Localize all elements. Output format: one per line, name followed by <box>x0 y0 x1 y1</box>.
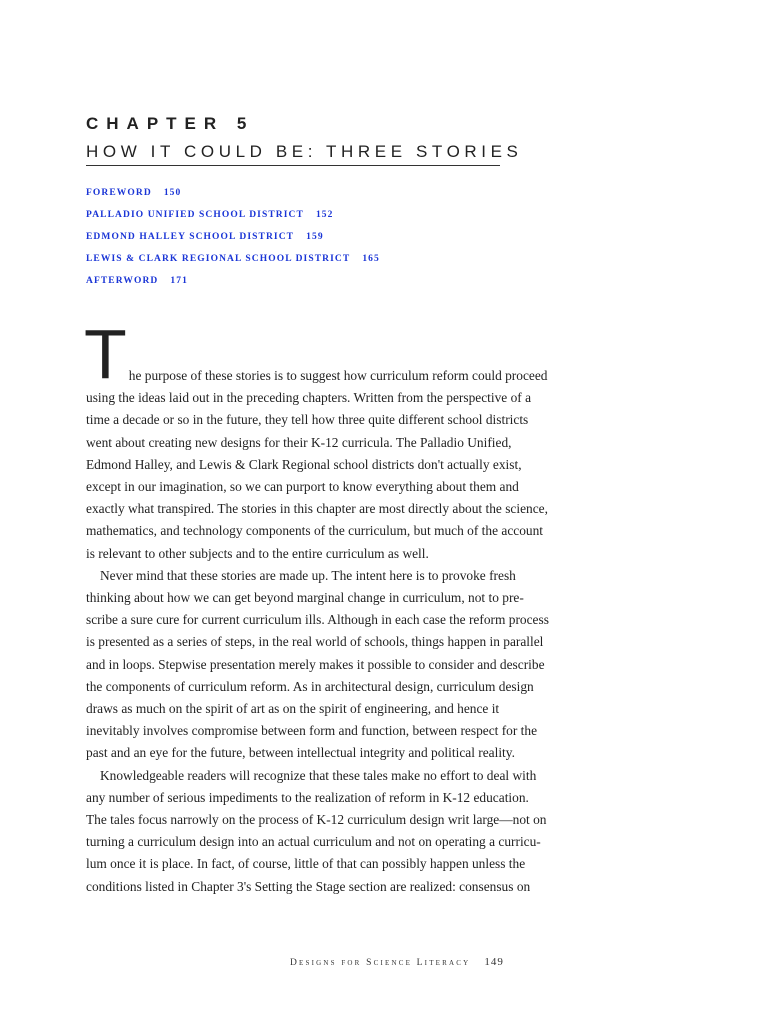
text-line: turning a curriculum design into an actual curriculum and not on operating a curricu- <box>86 834 541 850</box>
text-line: and in loops. Stepwise presentation merely makes it possible to consider and describe <box>86 656 545 672</box>
toc-item-edmond-halley[interactable] <box>86 230 380 252</box>
toc-item-page: 165 <box>362 254 380 264</box>
text-line: The tales focus narrowly on the process of K-12 curriculum design writ large—not on <box>86 812 547 828</box>
text-line: went about creating new designs for their K-12 curricula. The Palladio Unified, <box>86 434 512 450</box>
toc-item-palladio[interactable] <box>86 208 380 230</box>
toc-item-lewis-clark[interactable] <box>86 252 380 274</box>
toc-item-title: FOREWORD <box>86 188 152 198</box>
paragraph-intent <box>86 565 549 765</box>
toc-item-afterword[interactable] <box>86 274 380 296</box>
chapter-label: CHAPTER 5 <box>86 114 255 133</box>
toc-item-foreword[interactable] <box>86 186 380 208</box>
text-line: exactly what transpired. The stories in this chapter are most directly about the science, <box>86 501 548 517</box>
toc-item-page: 159 <box>306 232 324 242</box>
text-line: conditions listed in Chapter 3's Setting the Stage section are realized: consensus on <box>86 878 531 894</box>
text-line: Edmond Halley, and Lewis & Clark Regional school districts don't actually exist, <box>86 456 522 472</box>
text-line: is presented as a series of steps, in the real world of schools, things happen in parallel <box>86 634 544 650</box>
text-line: past and an eye for the future, between intellectual integrity and political reality. <box>86 745 515 761</box>
chapter-title: HOW IT COULD BE: THREE STORIES <box>86 142 500 166</box>
text-line: scribe a sure cure for current curriculum ills. Although in each case the reform process <box>86 612 549 628</box>
toc-item-title: EDMOND HALLEY SCHOOL DISTRICT <box>86 232 295 242</box>
text-line: Never mind that these stories are made up. The intent here is to provoke fresh <box>100 567 516 583</box>
toc-item-page: 150 <box>163 188 182 198</box>
toc-item-title: PALLADIO UNIFIED SCHOOL DISTRICT <box>86 210 304 220</box>
toc-item-title: AFTERWORD <box>86 276 159 286</box>
running-title: Designs for Science Literacy <box>290 958 471 968</box>
table-of-contents <box>86 186 380 296</box>
body-text <box>84 315 549 898</box>
text-line: lum once it is place. In fact, of course, little of that can possibly happen unless the <box>86 856 526 872</box>
text-line: inevitably involves compromise between form and function, between respect for the <box>86 723 538 739</box>
paragraph-intro <box>84 315 548 565</box>
text-line: he purpose of these stories is to suggest how curriculum reform could proceed <box>128 368 548 383</box>
text-line: thinking about how we can get beyond marginal change in curriculum, not to pre- <box>86 590 524 606</box>
toc-item-page: 152 <box>315 210 334 220</box>
text-line: Knowledgeable readers will recognize that these tales make no effort to deal with <box>100 767 537 783</box>
text-line: any number of serious impediments to the realization of reform in K-12 education. <box>86 789 529 805</box>
text-line: the components of curriculum reform. As in architectural design, curriculum design <box>86 678 534 694</box>
text-line: using the ideas laid out in the preceding chapters. Written from the perspective of a <box>86 390 532 406</box>
page-number: 149 <box>484 956 504 968</box>
page-footer <box>290 956 504 968</box>
text-line: is relevant to other subjects and to the entire curriculum as well. <box>86 545 429 561</box>
toc-item-title: LEWIS & CLARK REGIONAL SCHOOL DISTRICT <box>86 254 351 264</box>
text-line: draws as much on the spirit of art as on the spirit of engineering, and hence it <box>86 701 500 717</box>
drop-cap: T <box>84 315 127 393</box>
toc-item-page: 171 <box>170 276 188 286</box>
text-line: except in our imagination, so we can purport to know everything about them and <box>86 479 519 495</box>
text-line: mathematics, and technology components of the curriculum, but much of the account <box>86 523 544 539</box>
paragraph-impediments <box>86 765 547 898</box>
text-line: time a decade or so in the future, they tell how three quite different school districts <box>86 412 529 428</box>
